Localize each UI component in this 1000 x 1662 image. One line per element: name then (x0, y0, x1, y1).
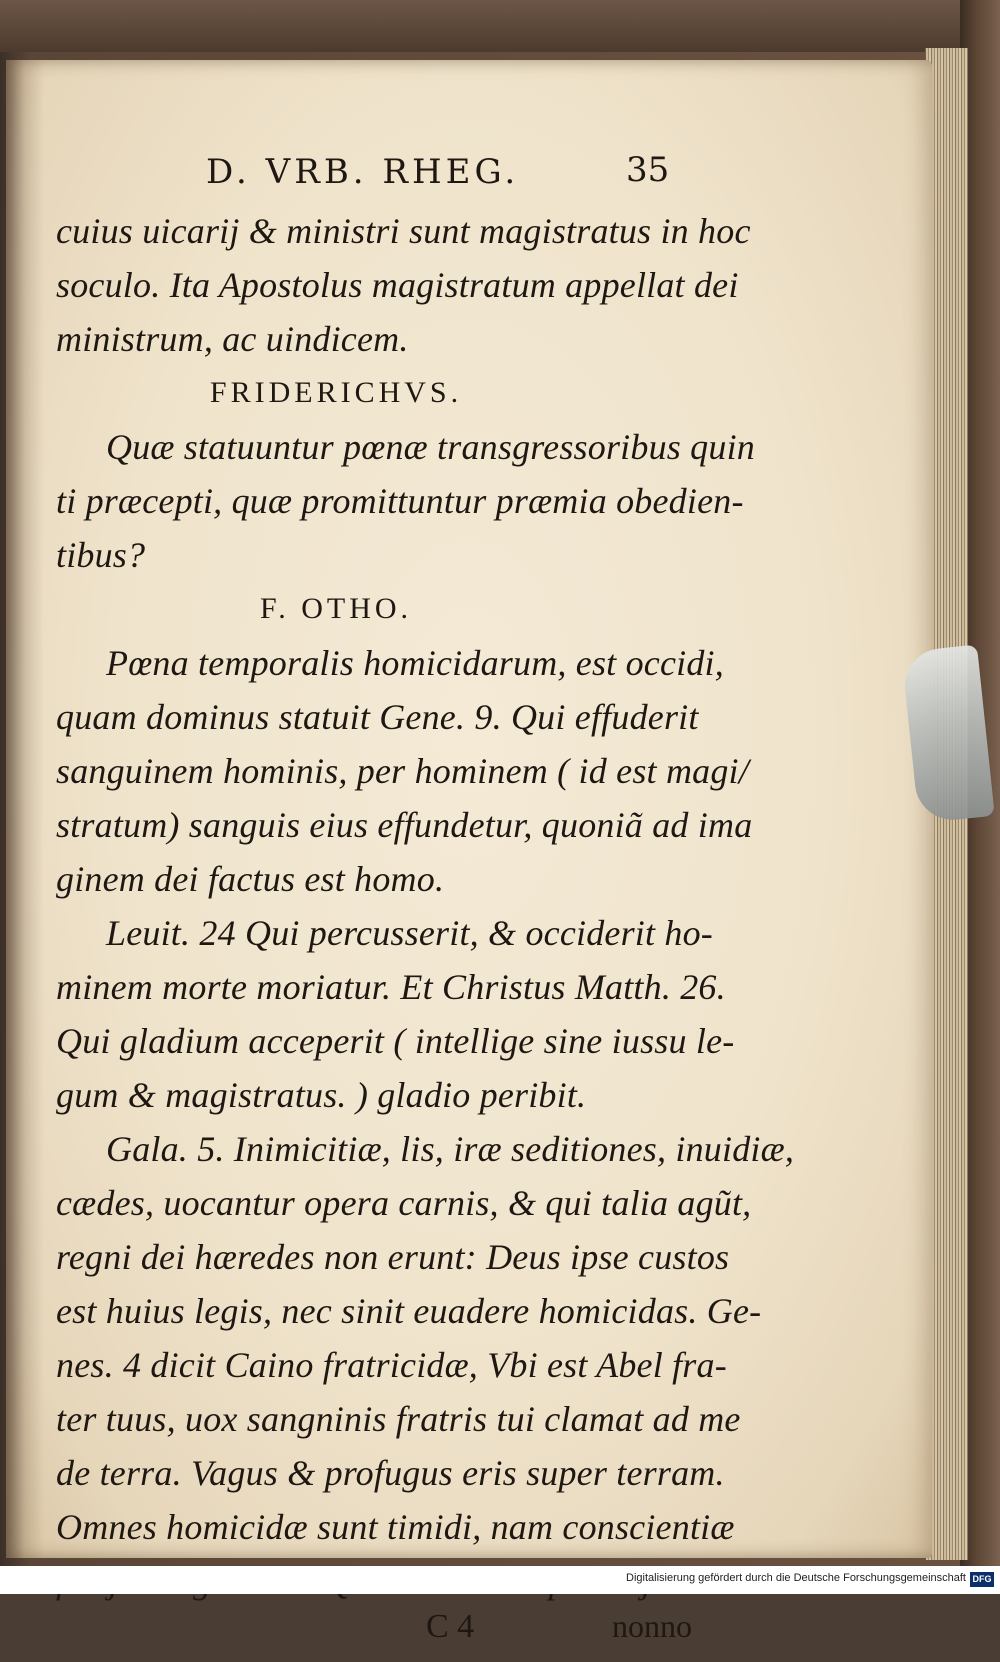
text-line: quam dominus statuit Gene. 9. Qui effuderit (56, 697, 699, 737)
text-line: de terra. Vagus & profugus eris super terram. (56, 1453, 725, 1493)
dfg-logo: DFG (970, 1572, 994, 1587)
text-line: Leuit. 24 Qui percusserit, & occiderit ho- (106, 913, 713, 953)
text-line: Omnes homicidæ sunt timidi, nam conscientiæ (56, 1507, 735, 1547)
page-text (56, 150, 795, 1662)
gutter-shadow (6, 60, 44, 1558)
text-line: gum & magistratus. ) gladio peribit. (56, 1075, 587, 1115)
binding-board (0, 0, 1000, 52)
running-head-title: D. VRB. RHEG. (206, 152, 520, 192)
text-line: cuius uicarij & ministri sunt magistratus in hoc (56, 211, 751, 251)
speaker-heading: F. OTHO. (259, 592, 413, 625)
text-line: cædes, uocantur opera carnis, & qui talia agũt, (56, 1183, 752, 1223)
text-line: sanguinem hominis, per hominem ( id est magi/ (56, 751, 749, 791)
text-line: minem morte moriatur. Et Christus Matth. 26. (56, 967, 726, 1007)
signature-mark: C 4 (426, 1608, 475, 1645)
text-line: est huius legis, nec sinit euadere homicidas. Ge- (56, 1291, 762, 1331)
text-line: soculo. Ita Apostolus magistratum appellat dei (56, 265, 739, 305)
text-line: ter tuus, uox sangninis fratris tui clamat ad me (56, 1399, 741, 1439)
text-line: Quæ statuuntur pœnæ transgressoribus quin (106, 427, 755, 467)
text-line: tibus? (56, 535, 146, 575)
text-line: Pœna temporalis homicidarum, est occidi, (106, 643, 724, 683)
text-line: stratum) sanguis eius effundetur, quoniã ad ima (56, 805, 753, 845)
catchword: nonno (612, 1608, 692, 1644)
text-line: Gala. 5. Inimicitiæ, lis, iræ seditiones, inuidiæ, (106, 1129, 795, 1169)
page-number: 35 (626, 150, 670, 190)
page-footer-line (56, 1608, 696, 1662)
text-line: ginem dei factus est homo. (56, 859, 445, 899)
text-line: Qui gladium acceperit ( intellige sine iussu le- (56, 1021, 735, 1061)
text-line: ti præcepti, quæ promittuntur præmia obedien- (56, 481, 744, 521)
running-head (56, 152, 696, 204)
funding-credit: Digitalisierung gefördert durch die Deutsche Forschungsgemeinschaft (626, 1572, 966, 1584)
text-line: nes. 4 dicit Caino fratricidæ, Vbi est Abel fra- (56, 1345, 727, 1385)
speaker-heading: FRIDERICHVS. (209, 376, 463, 409)
digitization-footer (0, 1566, 1000, 1594)
text-line: ministrum, ac uindicem. (56, 319, 409, 359)
text-line: regni dei hæredes non erunt: Deus ipse custos (56, 1237, 730, 1277)
